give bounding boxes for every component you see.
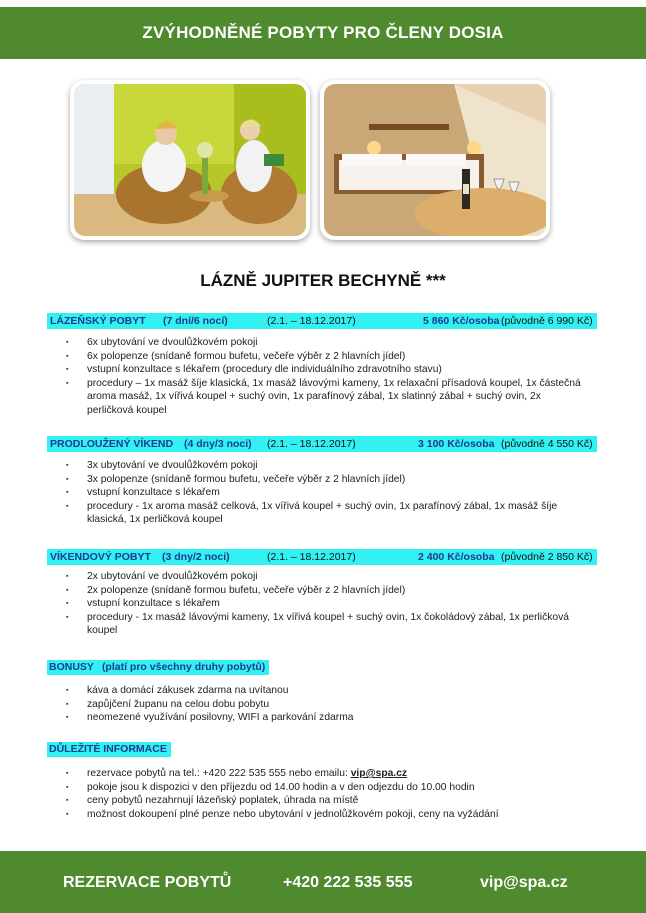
list-item: ▪ 6x polopenze (snídaně formou bufetu, večeře výběr z 2 hlavních jídel) xyxy=(47,350,587,364)
package-price: 3 100 Kč/osoba xyxy=(418,438,495,450)
top-banner xyxy=(0,7,646,59)
hotel-name: LÁZNĚ JUPITER BECHYNĚ *** xyxy=(200,271,446,290)
package-length: (7 dní/6 nocí) xyxy=(163,315,228,327)
list-item: ▪ ceny pobytů nezahrnují lázeňský poplatek, úhrada na místě xyxy=(47,794,587,808)
reservation-email-link[interactable]: vip@spa.cz xyxy=(350,768,408,779)
footer-label: REZERVACE POBYTŮ xyxy=(63,874,232,891)
list-item: ▪ procedury - 1x aroma masáž celková, 1x vířivá koupel + suchý ovin, 1x parafínový zábal, 1x masáž šíje klasická, 1x perličková koupel xyxy=(47,500,587,527)
list-item: ▪ vstupní konzultace s lékařem (procedury dle individuálního zdravotního stavu) xyxy=(47,363,587,377)
bottom-banner xyxy=(0,851,646,913)
bonuses-title: BONUSY xyxy=(49,661,94,673)
package-length: (4 dny/3 noci) xyxy=(184,438,252,450)
list-item: ▪ pokoje jsou k dispozici v den příjezdu od 14.00 hodin a v den odjezdu do 10.00 hodin xyxy=(47,781,587,795)
footer-phone[interactable]: +420 222 535 555 xyxy=(283,874,413,891)
list-item: ▪ možnost dokoupení plné penze nebo ubytování v jednolůžkovém pokoji, ceny na vyžádání xyxy=(47,808,587,822)
bonuses-subtitle: (platí pro všechny druhy pobytů) xyxy=(101,661,266,673)
package-price: 2 400 Kč/osoba xyxy=(418,551,495,563)
bonuses-list xyxy=(47,684,587,725)
package-dates: (2.1. – 18.12.2017) xyxy=(267,315,356,327)
package-original-price: (původně 2 850 Kč) xyxy=(501,551,593,563)
package-header-weekend xyxy=(47,549,597,565)
package-items-spa xyxy=(47,336,587,417)
list-item: ▪ procedury – 1x masáž šíje klasická, 1x masáž lávovými kameny, 1x relaxační přísadová koupel, 1x částečná aroma masáž, 1x vířivá koupel + suchý ovin, 1x parafínový zábal, 1x slatinný zábal + suchý ovin, 2x perličková koupel xyxy=(47,377,587,418)
list-item: ▪ vstupní konzultace s lékařem xyxy=(47,597,587,611)
package-items-extended-weekend xyxy=(47,459,587,527)
bonuses-header xyxy=(47,660,269,675)
info-header xyxy=(47,742,171,757)
reservation-phone: +420 222 535 555 xyxy=(202,768,286,779)
reservation-item xyxy=(47,767,587,781)
list-item: ▪ procedury - 1x masáž lávovými kameny, 1x vířivá koupel + suchý ovin, 1x čokoládový zábal, 1x perličková koupel xyxy=(47,611,587,638)
footer-email[interactable]: vip@spa.cz xyxy=(480,874,568,891)
package-original-price: (původně 6 990 Kč) xyxy=(501,315,593,327)
info-title: DŮLEŽITÉ INFORMACE xyxy=(49,743,167,755)
reservation-prefix: rezervace pobytů na tel.: xyxy=(87,768,200,779)
hotel-room-photo xyxy=(320,80,550,240)
package-header-extended-weekend xyxy=(47,436,597,452)
package-name: VÍKENDOVÝ POBYT xyxy=(50,551,151,563)
package-header-spa xyxy=(47,313,597,329)
package-dates: (2.1. – 18.12.2017) xyxy=(267,438,356,450)
list-item: ▪ 3x ubytování ve dvoulůžkovém pokoji xyxy=(47,459,587,473)
list-item: ▪ 3x polopenze (snídaně formou bufetu, večeře výběr z 2 hlavních jídel) xyxy=(47,473,587,487)
package-dates: (2.1. – 18.12.2017) xyxy=(267,551,356,563)
list-item: ▪ zapůjčení županu na celou dobu pobytu xyxy=(47,698,587,712)
package-items-weekend xyxy=(47,570,587,638)
list-item: ▪ 2x ubytování ve dvoulůžkovém pokoji xyxy=(47,570,587,584)
package-name: PRODLOUŽENÝ VÍKEND xyxy=(50,438,174,450)
spa-lounge-photo xyxy=(70,80,310,240)
package-price: 5 860 Kč/osoba xyxy=(423,315,500,327)
reservation-mid: nebo emailu: xyxy=(288,768,348,779)
list-item: ▪ vstupní konzultace s lékařem xyxy=(47,486,587,500)
info-list xyxy=(47,767,587,821)
list-item: ▪ 2x polopenze (snídaně formou bufetu, večeře výběr z 2 hlavních jídel) xyxy=(47,584,587,598)
package-original-price: (původně 4 550 Kč) xyxy=(501,438,593,450)
page-title: ZVÝHODNĚNÉ POBYTY PRO ČLENY DOSIA xyxy=(142,23,504,42)
list-item: ▪ 6x ubytování ve dvoulůžkovém pokoji xyxy=(47,336,587,350)
package-name: LÁZEŇSKÝ POBYT xyxy=(50,315,146,327)
package-length: (3 dny/2 noci) xyxy=(162,551,230,563)
list-item: ▪ neomezené využívání posilovny, WIFI a parkování zdarma xyxy=(47,711,587,725)
list-item: ▪ káva a domácí zákusek zdarma na uvítanou xyxy=(47,684,587,698)
